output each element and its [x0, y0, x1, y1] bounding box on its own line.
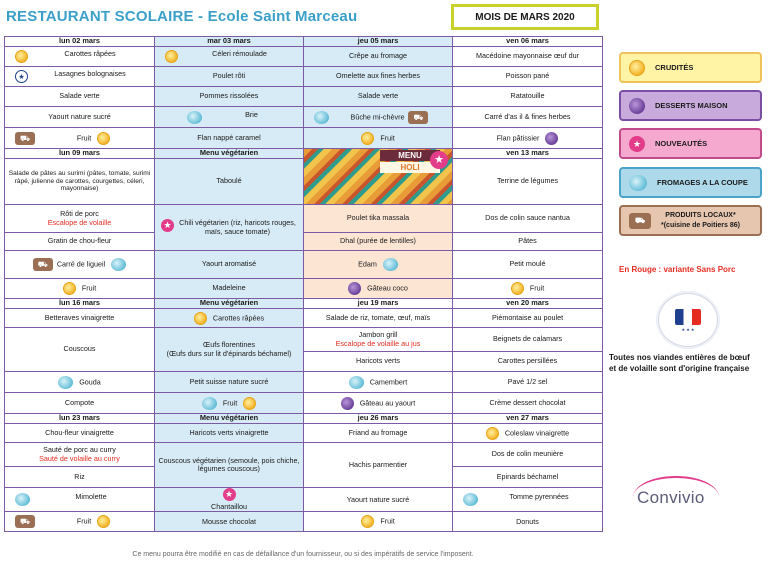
menu-cell: Beignets de calamars: [453, 328, 603, 352]
produit-local-icon: ⛟: [408, 111, 428, 124]
menu-cell: Haricots verts vinaigrette: [155, 424, 304, 443]
dessert-icon: [629, 98, 645, 114]
menu-cell: Mousse chocolat: [155, 512, 304, 532]
menu-cell: Jambon grill Escalope de volaille au jus: [304, 328, 453, 352]
menu-cell: Couscous végétarien (semoule, pois chiche, légumes couscous): [155, 443, 304, 488]
week2-header: [5, 149, 603, 159]
dessert-icon: [341, 397, 354, 410]
menu-cell: Fruit: [304, 512, 453, 532]
legend-desserts: [619, 90, 762, 121]
legend-crudites: [619, 52, 762, 83]
menu-cell: Poulet tika massala: [304, 205, 453, 233]
menu-cell: Pâtes: [453, 233, 603, 251]
menu-cell: Compote: [5, 393, 155, 414]
fromage-icon: [58, 376, 73, 389]
crudites-icon: [243, 397, 256, 410]
produit-local-icon: ⛟: [33, 258, 53, 271]
day-header: ven 13 mars: [453, 149, 603, 159]
day-header: mar 03 mars: [155, 37, 304, 47]
menu-cell: Sauté de porc au curry Sauté de volaille au curry: [5, 443, 155, 467]
menu-cell: Mimolette: [5, 488, 155, 512]
menu-cell: Bûche mi-chèvre ⛟: [304, 107, 453, 128]
fromage-icon: [15, 493, 30, 506]
menu-label: MENU: [380, 150, 440, 161]
menu-cell: Ratatouille: [453, 87, 603, 107]
menu-cell: Petit suisse nature sucré: [155, 372, 304, 393]
menu-cell: Flan pâtissier: [453, 128, 603, 149]
fromage-icon: [463, 493, 478, 506]
day-header: jeu 26 mars: [304, 414, 453, 424]
crudites-icon: [15, 50, 28, 63]
fromage-icon: [383, 258, 398, 271]
menu-cell: Yaourt aromatisé: [155, 251, 304, 279]
sans-porc-note: En Rouge : variante Sans Porc: [619, 265, 736, 274]
menu-cell: Carré d'as il & fines herbes: [453, 107, 603, 128]
menu-cell: Epinards béchamel: [453, 467, 603, 488]
month-badge: MOIS DE MARS 2020: [451, 4, 599, 30]
crudites-icon: [194, 312, 207, 325]
footer-note: Ce menu pourra être modifié en cas de défaillance d'un fournisseur, ou si des impératifs de service l'imposent.: [132, 551, 474, 558]
menu-cell: Carottes persillées: [453, 352, 603, 372]
legend-fromages: [619, 167, 762, 198]
fromage-icon: [314, 111, 329, 124]
day-header: Menu végétarien: [155, 149, 304, 159]
menu-cell: Terrine de légumes: [453, 159, 603, 205]
fromage-icon: [629, 175, 647, 191]
day-header: Menu végétarien: [155, 414, 304, 424]
menu-cell: Gratin de chou-fleur: [5, 233, 155, 251]
menu-cell: Œufs florentines (Œufs durs sur lit d'épinards béchamel): [155, 328, 304, 372]
produit-local-icon: ⛟: [15, 132, 35, 145]
legend-label: DESSERTS MAISON: [655, 101, 728, 110]
menu-cell: Carottes râpées: [5, 47, 155, 67]
menu-cell: Céleri rémoulade: [155, 47, 304, 67]
day-header: jeu 05 mars: [304, 37, 453, 47]
nouveaute-icon: ★: [161, 219, 174, 232]
table-row: [5, 128, 603, 149]
menu-cell: ⛟ Fruit: [5, 512, 155, 532]
table-row: [5, 443, 603, 467]
legend-text: PRODUITS LOCAUX* *(cuisine de Poitiers 86): [661, 212, 740, 229]
menu-grid: [4, 36, 603, 532]
day-header: lun 16 mars: [5, 299, 155, 309]
day-header: lun 09 mars: [5, 149, 155, 159]
dessert-icon: [545, 132, 558, 145]
fromage-icon: [111, 258, 126, 271]
legend-label: NOUVEAUTÉS: [655, 139, 708, 148]
menu-cell: Madeleine: [155, 279, 304, 299]
table-row: [5, 424, 603, 443]
table-row: [5, 488, 603, 512]
menu-cell: Yaourt nature sucré: [5, 107, 155, 128]
menu-cell: Fruit: [5, 279, 155, 299]
table-row: [5, 67, 603, 87]
menu-cell: Salade de pâtes au surimi (pâtes, tomate, surimi râpé, julienne de carottes, courgettes, céleri, mayonnaise): [5, 159, 155, 205]
menu-cell: ⛟ Carré de ligueil: [5, 251, 155, 279]
table-row: [5, 205, 603, 233]
menu-cell: Edam: [304, 251, 453, 279]
table-row: [5, 233, 603, 251]
viandes-de-france-logo: [658, 293, 718, 347]
menu-cell: Dhal (purée de lentilles): [304, 233, 453, 251]
crudites-icon: [629, 60, 645, 76]
logo-mark: ★ ★ ★: [681, 326, 695, 332]
menu-cell: Petit moulé: [453, 251, 603, 279]
holi-label: HOLI: [380, 162, 440, 173]
fromage-icon: [187, 111, 202, 124]
menu-cell: Camembert: [304, 372, 453, 393]
menu-cell: Pommes rissolées: [155, 87, 304, 107]
dessert-icon: [348, 282, 361, 295]
menu-cell: Chou-fleur vinaigrette: [5, 424, 155, 443]
menu-holi-banner: [304, 149, 453, 205]
day-header: lun 23 mars: [5, 414, 155, 424]
menu-cell: Yaourt nature sucré: [304, 488, 453, 512]
menu-cell: Donuts: [453, 512, 603, 532]
table-row: [5, 279, 603, 299]
menu-cell: Crêpe au fromage: [304, 47, 453, 67]
table-row: [5, 512, 603, 532]
day-header: ven 06 mars: [453, 37, 603, 47]
week4-header: [5, 414, 603, 424]
menu-cell: Macédoine mayonnaise œuf dur: [453, 47, 603, 67]
day-header: Menu végétarien: [155, 299, 304, 309]
menu-cell: Dos de colin sauce nantua: [453, 205, 603, 233]
menu-cell: Haricots verts: [304, 352, 453, 372]
menu-cell: Poulet rôti: [155, 67, 304, 87]
menu-cell: Brie: [155, 107, 304, 128]
crudites-icon: [97, 132, 110, 145]
day-header: ven 20 mars: [453, 299, 603, 309]
menu-cell: Coleslaw vinaigrette: [453, 424, 603, 443]
crudites-icon: [97, 515, 110, 528]
menu-cell: ★ Chili végétarien (riz, haricots rouges, maïs, sauce tomate): [155, 205, 304, 251]
table-row: [5, 87, 603, 107]
week3-header: [5, 299, 603, 309]
menu-cell: ★ Chantaillou: [155, 488, 304, 512]
menu-cell: ★ Lasagnes bolognaises: [5, 67, 155, 87]
legend-label: CRUDITÉS: [655, 63, 694, 72]
menu-cell: Carottes râpées: [155, 309, 304, 328]
table-row: [5, 309, 603, 328]
table-row: [5, 328, 603, 352]
menu-cell: Fruit: [453, 279, 603, 299]
legend-produits-locaux: [619, 205, 762, 236]
menu-cell: Crème dessert chocolat: [453, 393, 603, 414]
logo-arc: [633, 476, 719, 518]
day-header: ven 27 mars: [453, 414, 603, 424]
menu-cell: Poisson pané: [453, 67, 603, 87]
menu-cell: Piémontaise au poulet: [453, 309, 603, 328]
crudites-icon: [486, 427, 499, 440]
crudites-icon: [165, 50, 178, 63]
menu-cell: Salade verte: [5, 87, 155, 107]
crudites-icon: [511, 282, 524, 295]
page-title: RESTAURANT SCOLAIRE - Ecole Saint Marceau: [6, 8, 358, 25]
legend-label: FROMAGES A LA COUPE: [657, 178, 748, 187]
produit-local-icon: ⛟: [15, 515, 35, 528]
menu-cell: Flan nappé caramel: [155, 128, 304, 149]
menu-cell: Betteraves vinaigrette: [5, 309, 155, 328]
menu-cell: Gâteau au yaourt: [304, 393, 453, 414]
menu-cell: Rôti de porc Escalope de volaille: [5, 205, 155, 233]
viande-france-icon: ★: [15, 70, 28, 83]
convivio-logo: Convivio: [637, 488, 705, 508]
fromage-icon: [349, 376, 364, 389]
menu-cell: Riz: [5, 467, 155, 488]
table-row: [5, 372, 603, 393]
menu-cell: Hachis parmentier: [304, 443, 453, 488]
menu-cell: Omelette aux fines herbes: [304, 67, 453, 87]
day-header: lun 02 mars: [5, 37, 155, 47]
menu-cell: Taboulé: [155, 159, 304, 205]
menu-cell: Salade verte: [304, 87, 453, 107]
menu-cell: Fruit: [155, 393, 304, 414]
fromage-icon: [202, 397, 217, 410]
menu-cell: Dos de colin meunière: [453, 443, 603, 467]
nouveaute-icon: ★: [430, 151, 448, 169]
nouveaute-icon: ★: [629, 136, 645, 152]
menu-cell: Salade de riz, tomate, œuf, maïs: [304, 309, 453, 328]
menu-cell: Pavé 1/2 sel: [453, 372, 603, 393]
table-row: [5, 47, 603, 67]
week1-header: [5, 37, 603, 47]
origin-note: Toutes nos viandes entières de bœuf et de volaille sont d'origine française: [609, 353, 750, 373]
crudites-icon: [63, 282, 76, 295]
menu-cell: ⛟ Fruit: [5, 128, 155, 149]
crudites-icon: [361, 132, 374, 145]
table-row: [5, 251, 603, 279]
table-row: [5, 107, 603, 128]
menu-cell: Friand au fromage: [304, 424, 453, 443]
menu-cell: Gouda: [5, 372, 155, 393]
menu-cell: Tomme pyrennées: [453, 488, 603, 512]
menu-cell: Couscous: [5, 328, 155, 372]
menu-cell: Fruit: [304, 128, 453, 149]
crudites-icon: [361, 515, 374, 528]
menu-cell: Gâteau coco: [304, 279, 453, 299]
legend-nouveautes: [619, 128, 762, 159]
france-flag-icon: [675, 309, 701, 325]
day-header: jeu 19 mars: [304, 299, 453, 309]
produit-local-icon: ⛟: [629, 213, 651, 229]
nouveaute-icon: ★: [223, 488, 236, 501]
table-row: [5, 393, 603, 414]
